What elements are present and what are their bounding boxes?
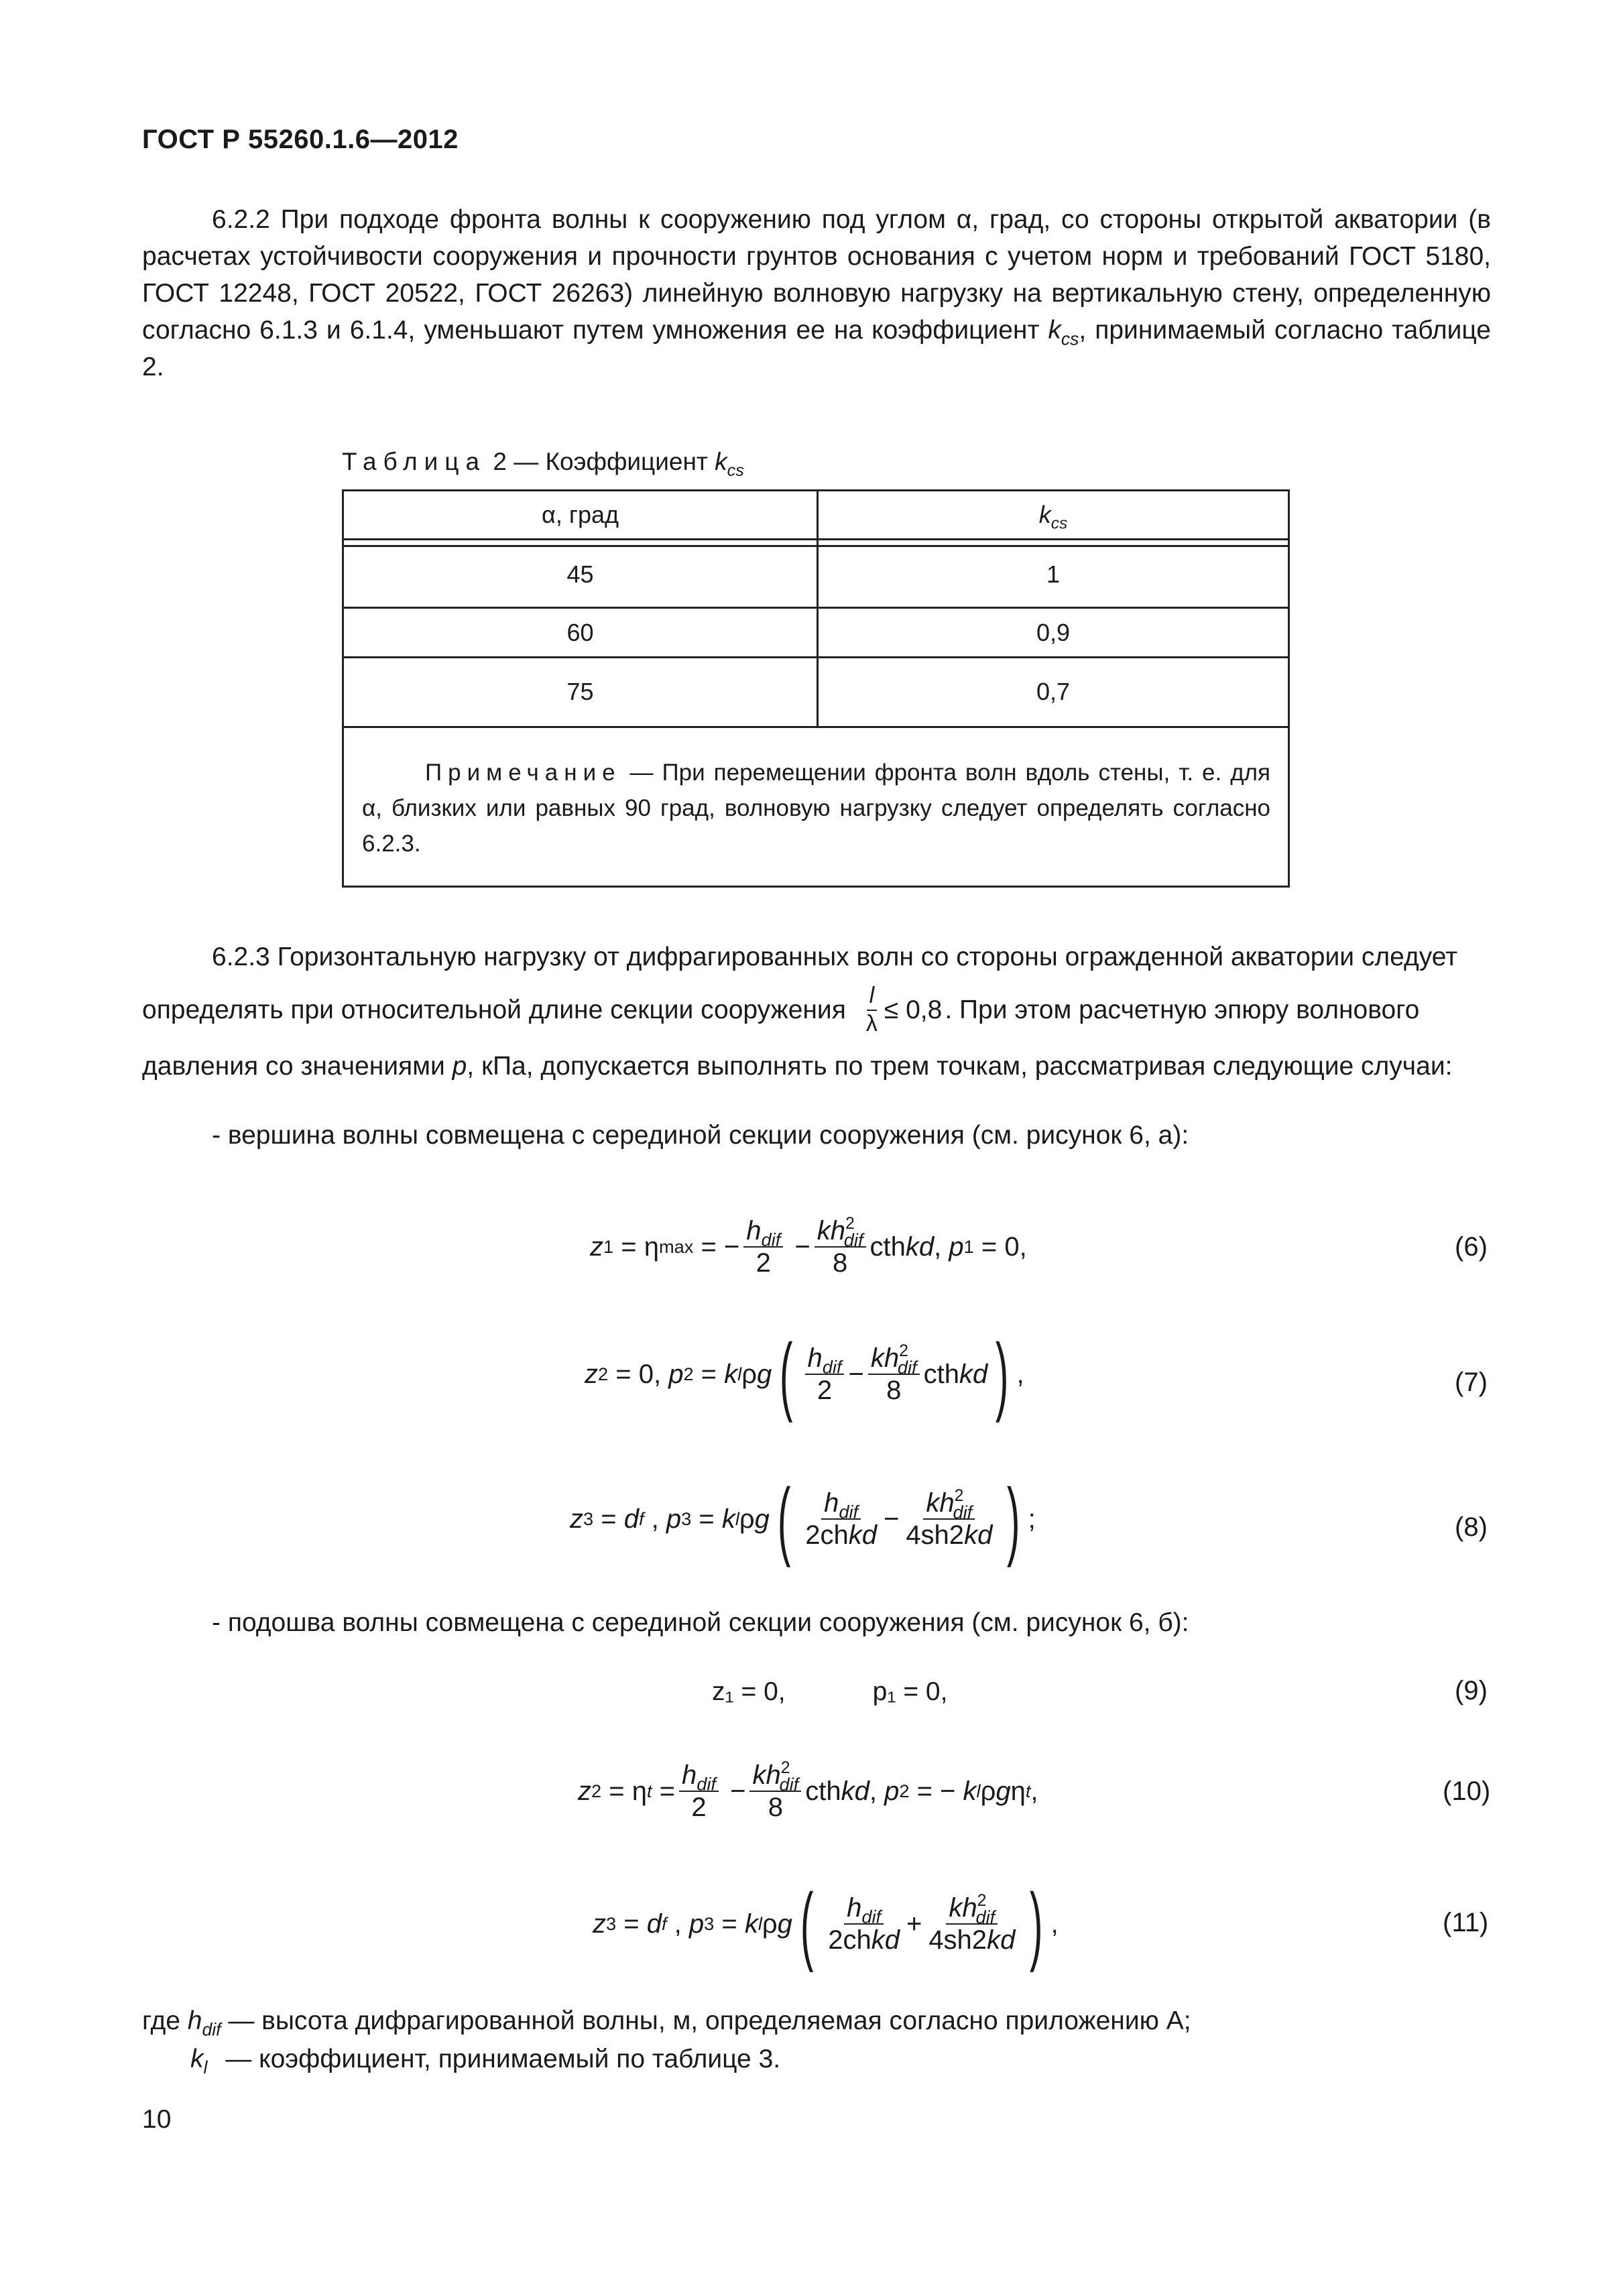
- definition-k-l: [190, 2045, 781, 2078]
- p622-k-var: k: [1048, 316, 1061, 345]
- ratio-condition: ≤ 0,8: [884, 995, 943, 1024]
- table-cell-alpha: 75: [566, 678, 594, 705]
- equation-9-p: p₁ = 0,: [872, 1677, 948, 1706]
- table-cell-kcs: 1: [1046, 560, 1061, 588]
- equation-11-number: (11): [1443, 1908, 1489, 1937]
- ratio-denominator: λ: [865, 1010, 878, 1036]
- table-caption-k: k: [715, 448, 727, 475]
- p623-continuation: [142, 1048, 1491, 1085]
- table-header-line-1: [344, 538, 1288, 540]
- equation-9-number: (9): [1455, 1676, 1488, 1705]
- definition-h-dif: [142, 2006, 1191, 2040]
- equation-10-number: (10): [1443, 1776, 1491, 1806]
- table-caption-sub: cs: [727, 461, 744, 480]
- table-caption-word: Таблица: [342, 448, 487, 475]
- equation-6-number: (6): [1455, 1232, 1488, 1262]
- definition-h-sub: dif: [202, 2019, 221, 2040]
- length-ratio-fraction: [863, 984, 880, 1036]
- table-row-divider: [344, 656, 1288, 658]
- table-header-kcs: [819, 501, 1288, 533]
- table-cell-alpha: 60: [566, 619, 594, 646]
- table-header-alpha: α, град: [542, 501, 619, 528]
- p623-p-var: p: [452, 1052, 467, 1081]
- equation-7-number: (7): [1455, 1368, 1488, 1397]
- page-number: 10: [142, 2105, 172, 2134]
- table-header-kcs-sub: cs: [1050, 514, 1068, 533]
- document-header: ГОСТ Р 55260.1.6—2012: [142, 125, 459, 154]
- table-caption-rest: 2 — Коэффициент: [486, 448, 715, 475]
- table-note-word: Примечание: [425, 760, 621, 786]
- table-note: [362, 755, 1270, 861]
- table-cell-kcs: 0,7: [1036, 678, 1071, 705]
- definition-h-var: h: [187, 2006, 202, 2035]
- table-row-divider: [344, 607, 1288, 609]
- definition-k-var: k: [190, 2045, 204, 2073]
- table-header-line-2: [344, 545, 1288, 547]
- coefficient-table: [342, 489, 1290, 888]
- paragraph-6-2-2: [142, 201, 1491, 385]
- equation-11: z 3 = d f , p 3 = k l ρ g ( $\frac{h_{dif}}{\text{2chkd}}$ + $\frac{kh^2_{dif}}{4sh2kd}$ ) ,: [593, 1875, 1059, 1973]
- equation-9: [712, 1672, 947, 1712]
- paragraph-6-2-3: [142, 939, 1491, 975]
- table-cell-kcs: 0,9: [1036, 619, 1071, 646]
- p623-text-b: определять при относительной длине секции сооружения: [142, 995, 846, 1024]
- equation-10: z 2 = η t = $\frac{h_{dif}}{2}$ − $\frac{kh^2_{dif}}{8}$ cth kd , p 2 = − k l ρ g η t ,: [578, 1758, 1038, 1822]
- p622-k-sub: cs: [1061, 328, 1079, 349]
- table-note-divider: [344, 726, 1288, 728]
- equation-8: z 3 = d f , p 3 = k l ρ g ( $\frac{h_{dif}}{\text{2chkd}}$ − $\frac{kh^2_{dif}}{4sh2kd}$ ) ;: [570, 1470, 1036, 1568]
- ratio-numerator: l: [867, 984, 878, 1011]
- equation-7: z 2 = 0, p 2 = k l ρ g ( $\frac{h_{dif}}{2}$ − $\frac{kh^2_{dif}}{8}$ cth kd ) ,: [585, 1325, 1024, 1423]
- equation-8-number: (8): [1455, 1512, 1488, 1542]
- p623-text-e: , кПа, допускается выполнять по трем точкам, рассматривая следующие случаи:: [467, 1052, 1453, 1081]
- p623-text-d: давления со значениями: [142, 1052, 453, 1081]
- table-note-text: — При перемещении фронта волн вдоль стены, т. е. для α, близких или равных 90 град, волновую нагрузку следует определять согласно 6.2.3.: [362, 760, 1270, 857]
- equation-9-z: z₁ = 0,: [712, 1677, 786, 1706]
- table-cell-alpha: 45: [566, 560, 594, 588]
- p622-text-b: , принимаемый согласно таблице 2.: [142, 316, 1491, 381]
- definition-k-sub: l: [203, 2057, 208, 2078]
- equation-6: z 1 = η max = − $\frac{h_{dif}}{2}$ − $\frac{kh^2_{dif}}{8}$ cth kd , p 1 = 0,: [590, 1214, 1027, 1278]
- table-caption: [342, 448, 744, 480]
- definitions-lead: где: [142, 2006, 188, 2035]
- p623-ratio-line: [142, 984, 1419, 1036]
- definition-h-text: — высота дифрагированной волны, м, определяемая согласно приложению А;: [221, 2006, 1191, 2035]
- case-trough: - подошва волны совмещена с серединой секции сооружения (см. рисунок 6, б):: [212, 1608, 1189, 1637]
- p623-text-a: 6.2.3 Горизонтальную нагрузку от дифрагированных волн со стороны огражденной акватории следует: [212, 943, 1458, 971]
- definition-k-text: — коэффициент, принимаемый по таблице 3.: [218, 2045, 781, 2073]
- case-crest: - вершина волны совмещена с серединой секции сооружения (см. рисунок 6, а):: [212, 1121, 1189, 1150]
- p622-text-a: 6.2.2 При подходе фронта волны к сооружению под углом α, град, со стороны открытой акватории (в расчетах устойчивости сооружения и прочности грунтов основания с учетом норм и требований ГОСТ 5180, ГОСТ 12248, ГОСТ 20522, ГОСТ 26263) линейную волновую нагрузку на вертикальную стену, определенную согласно 6.1.3 и 6.1.4, уменьшают путем умножения ее на коэффициент: [142, 205, 1491, 345]
- table-header-kcs-var: k: [1038, 501, 1051, 528]
- p623-text-c: . При этом расчетную эпюру волнового: [945, 995, 1420, 1024]
